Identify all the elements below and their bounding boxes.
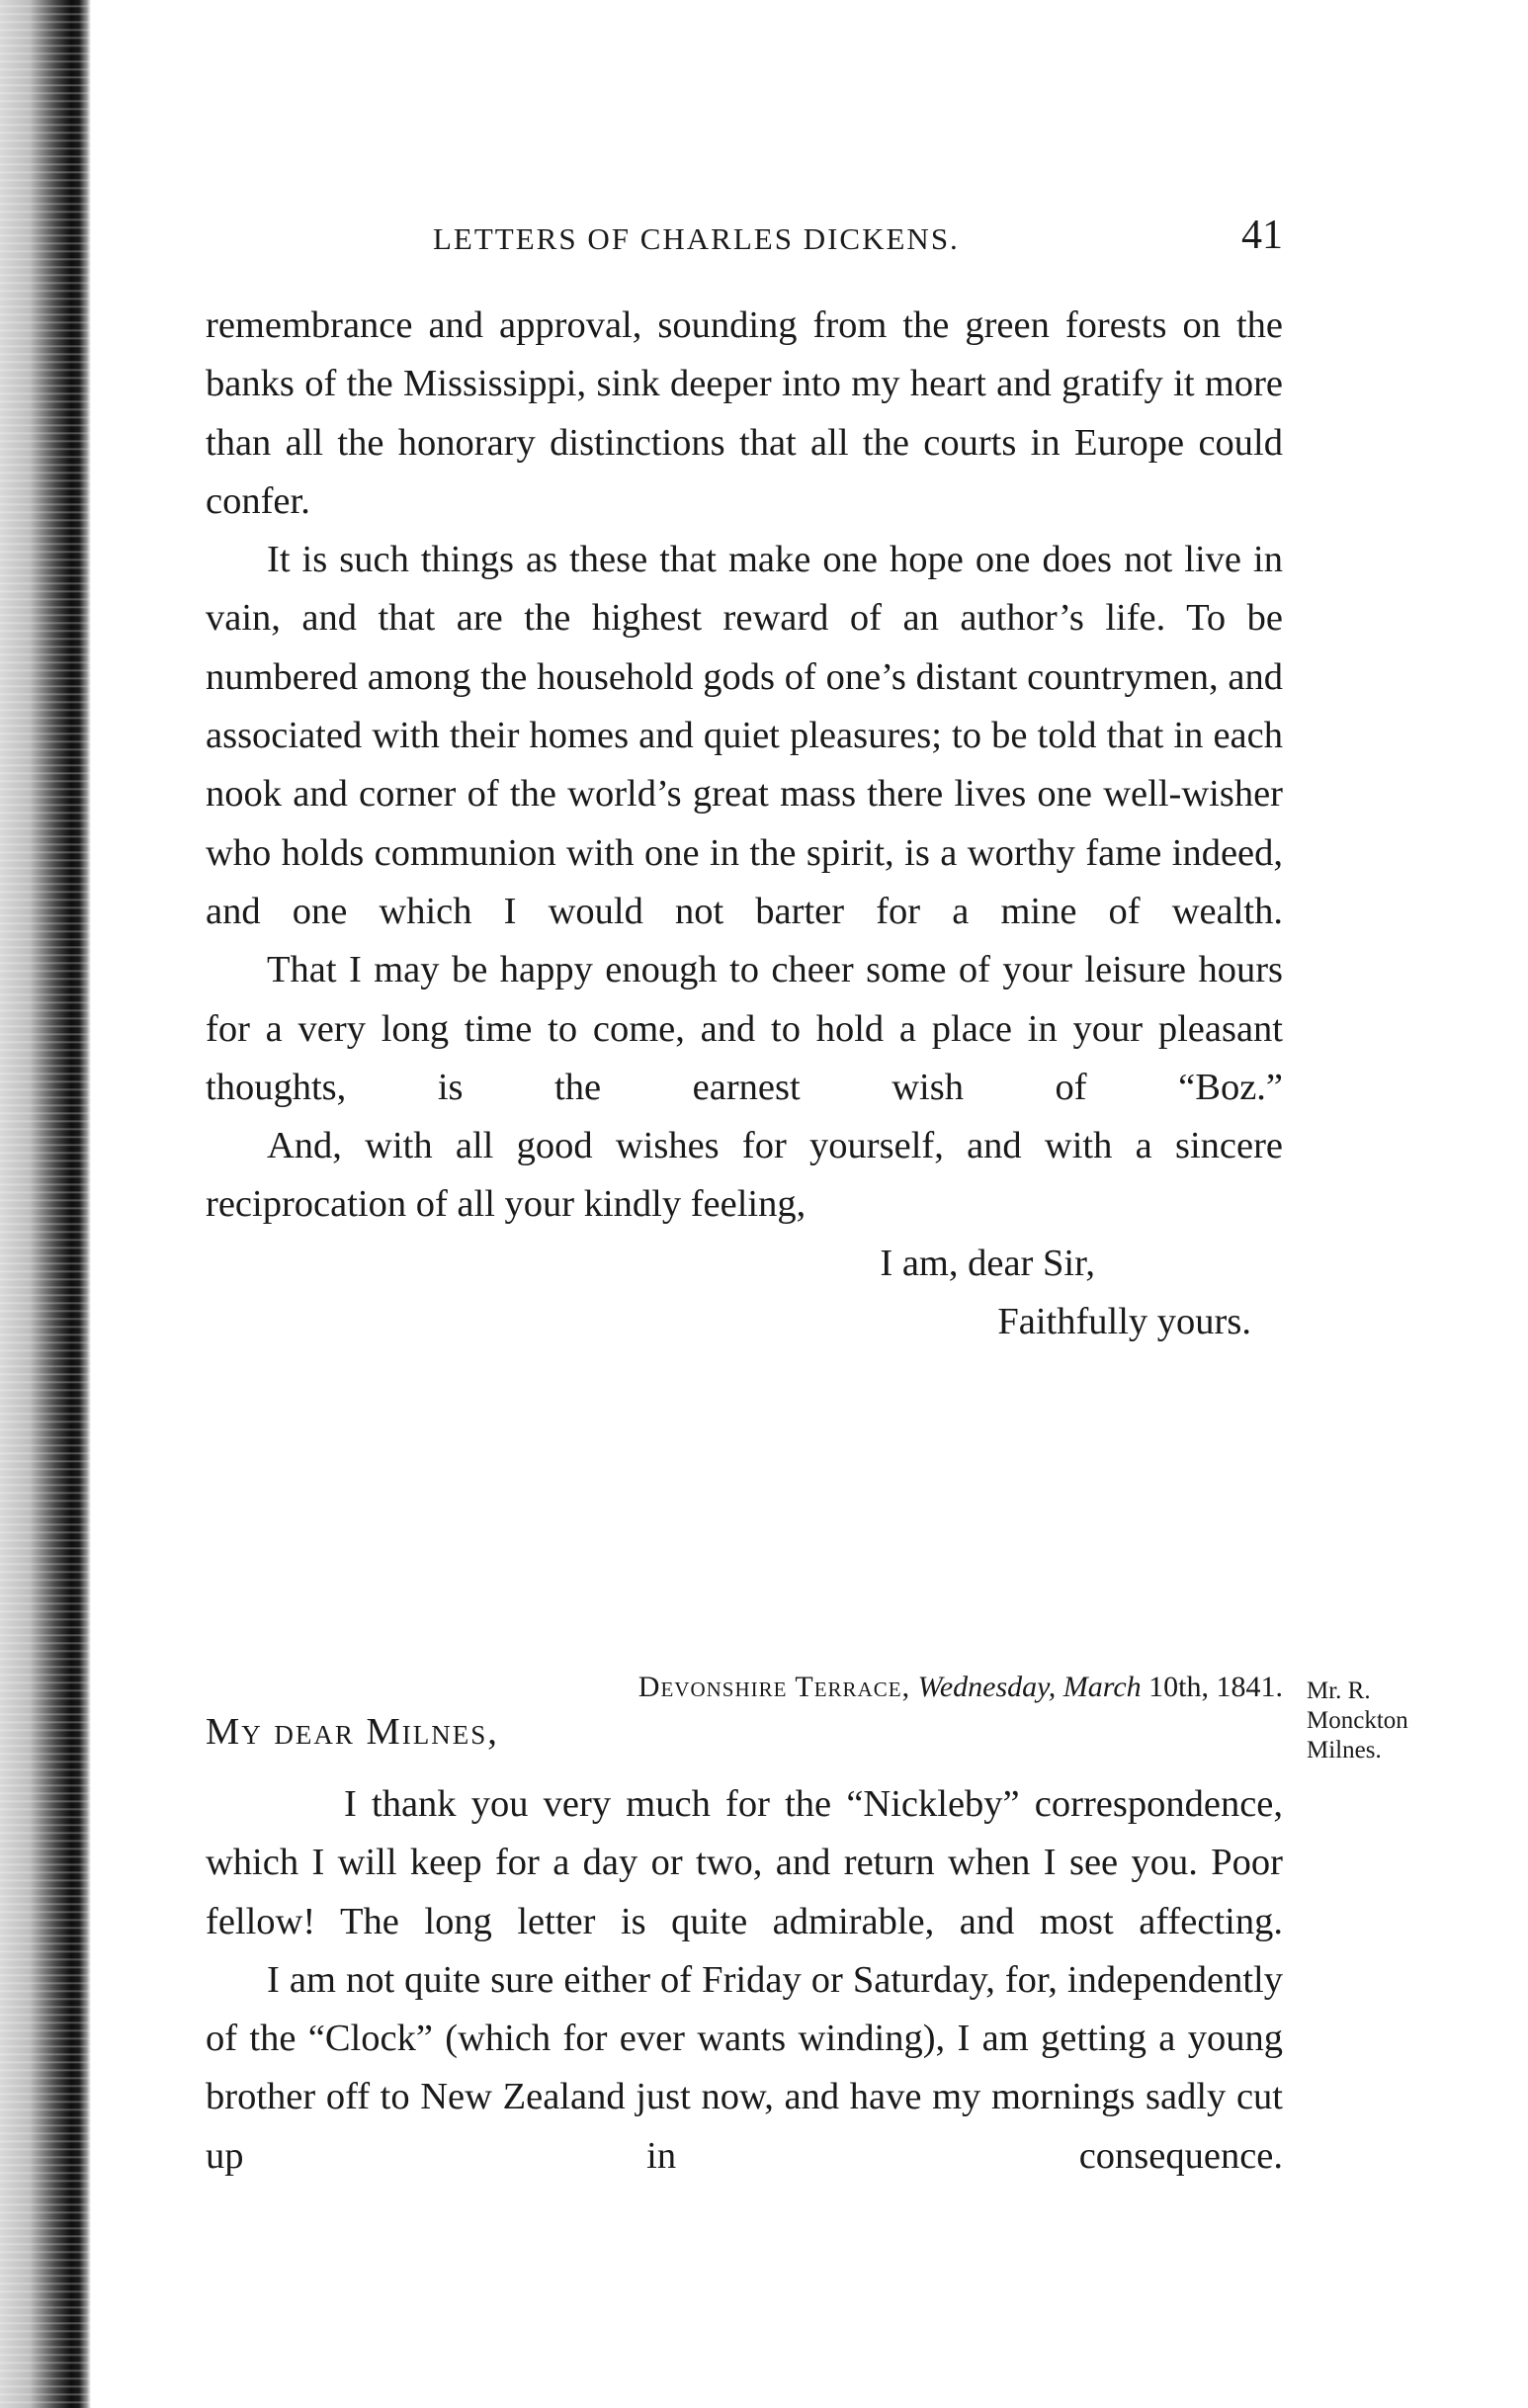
dateline-place: Devonshire Terrace, [637,1671,911,1703]
dateline-date: 10th, [1148,1671,1209,1703]
page-header [206,215,1283,275]
margin-note-line-2: Monckton [1307,1707,1408,1734]
paragraph-1: remembrance and approval, sounding from the green forests on the banks of the Mississippi, sink deeper into my heart and gratify it more than all the honorary distinctions that all the courts in Europe could confer. [206,304,1283,522]
margin-note-recipient [1307,1677,1465,1765]
dateline-year: 1841. [1216,1671,1283,1703]
page-number: 41 [1241,213,1283,258]
dateline [206,1671,1283,1704]
signature: Faithfully yours. [997,1301,1251,1343]
letter2-paragraph-2: I am not quite sure either of Friday or Saturday, for, independently of the “Clock” (which for ever wants winding), I am getting a young brother off to New Zealand just now, and have my mornings sadly cut up in consequence. [206,1958,1283,2177]
letter2-paragraph-1: I thank you very much for the “Nickleby” correspondence, which I will keep for a day or two, and return when I see you. Poor fellow! The long letter is quite admirable, and most affecting. [206,1783,1283,1942]
letter-to-milnes [206,1775,1283,2186]
salutation: My dear Milnes, [206,1711,499,1753]
letter-continuation [206,297,1283,1351]
paragraph-2: It is such things as these that make one hope one does not live in vain, and that are the highest reward of an author’s life. To be numbered among the household gods of one’s distant countrymen, and associated with their homes and quiet pleasures; to be told that in each nook and corner of the world’s great mass there lives one well-wisher who holds communion with one in the spirit, is a worthy fame indeed, and one which I would not barter for a mine of wealth. [206,539,1283,932]
margin-note-line-1: Mr. R. [1307,1677,1371,1704]
dateline-day: Wednesday, [917,1671,1057,1703]
paragraph-3: That I may be happy enough to cheer some of your leisure hours for a very long time to come, and to hold a place in your pleasant thoughts, is the earnest wish of “Boz.” [206,949,1283,1108]
paragraph-4: And, with all good wishes for yourself, and with a sincere reciprocation of all your kindly feeling, [206,1125,1283,1226]
dateline-month: March [1062,1671,1142,1703]
running-title: LETTERS OF CHARLES DICKENS. [433,221,960,256]
closing-line: I am, dear Sir, [880,1242,1095,1284]
margin-note-line-3: Milnes. [1307,1737,1382,1763]
